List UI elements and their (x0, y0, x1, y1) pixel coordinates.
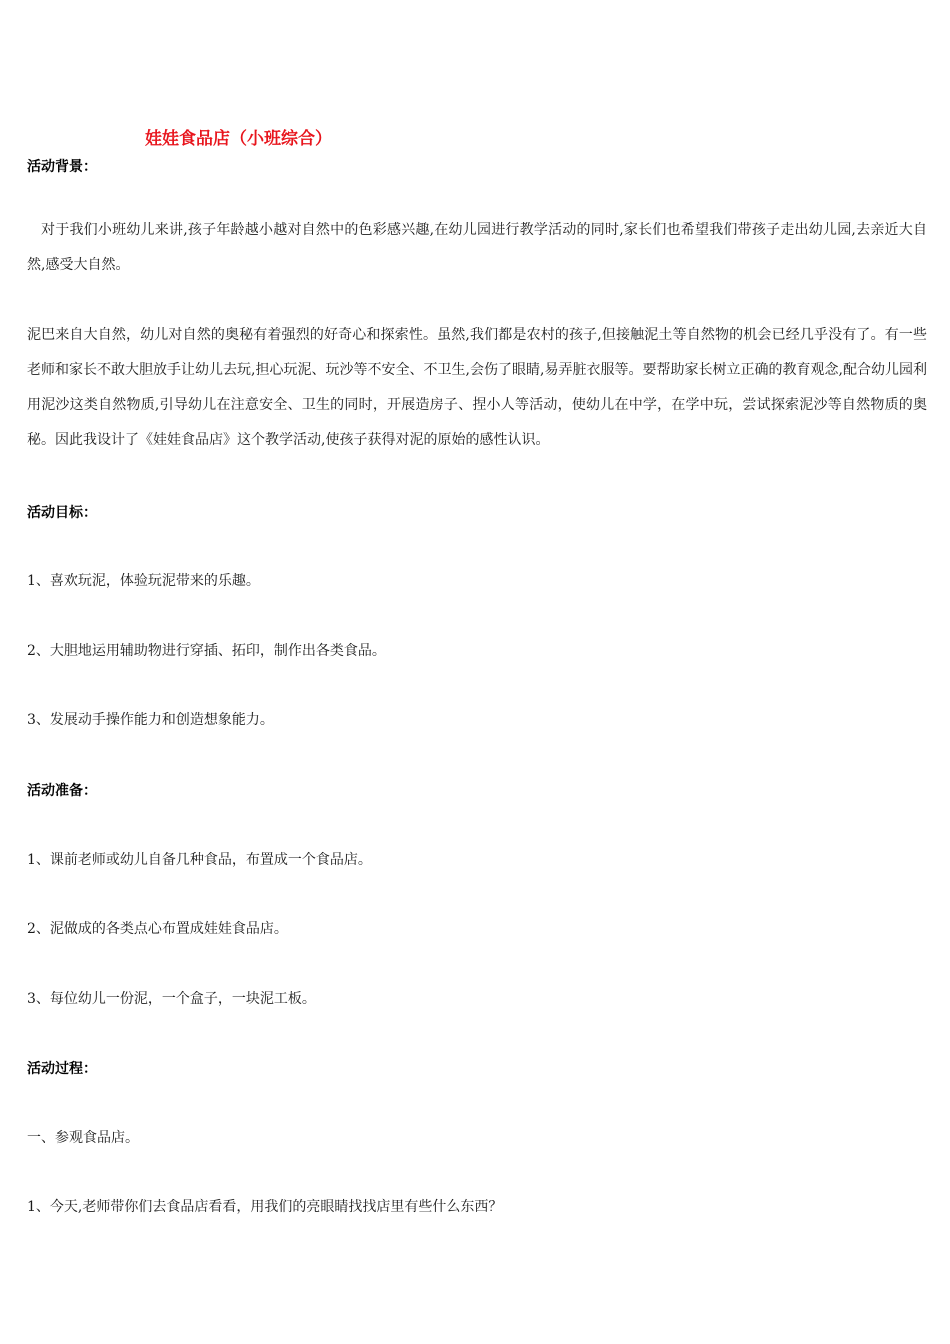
process-item-2: 1、今天,老师带你们去食品店看看，用我们的亮眼睛找找店里有些什么东西？ (27, 1199, 503, 1215)
background-paragraph-1: 对于我们小班幼儿来讲,孩子年龄越小越对自然中的色彩感兴趣,在幼儿园进行教学活动的同时,家长们也希望我们带孩子走出幼儿园,去亲近大自然,感受大自然。 (27, 222, 927, 273)
preparation-item-1: 1、课前老师或幼儿自备几种食品，布置成一个食品店。 (27, 852, 372, 868)
goal-item-1: 1、喜欢玩泥，体验玩泥带来的乐趣。 (27, 573, 260, 589)
document-title: 娃娃食品店（小班综合） (145, 129, 332, 149)
process-item-1: 一、参观食品店。 (27, 1130, 139, 1146)
section-heading-preparation: 活动准备： (27, 783, 97, 799)
preparation-item-3: 3、每位幼儿一份泥，一个盒子，一块泥工板。 (27, 991, 316, 1007)
section-heading-background: 活动背景： (27, 159, 97, 175)
preparation-item-2: 2、泥做成的各类点心布置成娃娃食品店。 (27, 921, 288, 937)
goal-item-2: 2、大胆地运用辅助物进行穿插、拓印，制作出各类食品。 (27, 643, 386, 659)
goal-item-3: 3、发展动手操作能力和创造想象能力。 (27, 712, 274, 728)
section-heading-goals: 活动目标： (27, 505, 97, 521)
background-paragraph-2: 泥巴来自大自然，幼儿对自然的奥秘有着强烈的好奇心和探索性。虽然,我们都是农村的孩子,但接触泥土等自然物的机会已经几乎没有了。有一些老师和家长不敢大胆放手让幼儿去玩,担心玩泥、玩沙等不安全、不卫生,会伤了眼睛,易弄脏衣服等。要帮助家长树立正确的教育观念,配合幼儿园利用泥沙这类自然物质,引导幼儿在注意安全、卫生的同时，开展造房子、捏小人等活动，使幼儿在中学，在学中玩，尝试探索泥沙等自然物质的奥秘。因此我设计了《娃娃食品店》这个教学活动,使孩子获得对泥的原始的感性认识。 (27, 327, 927, 448)
section-heading-process: 活动过程： (27, 1061, 97, 1077)
